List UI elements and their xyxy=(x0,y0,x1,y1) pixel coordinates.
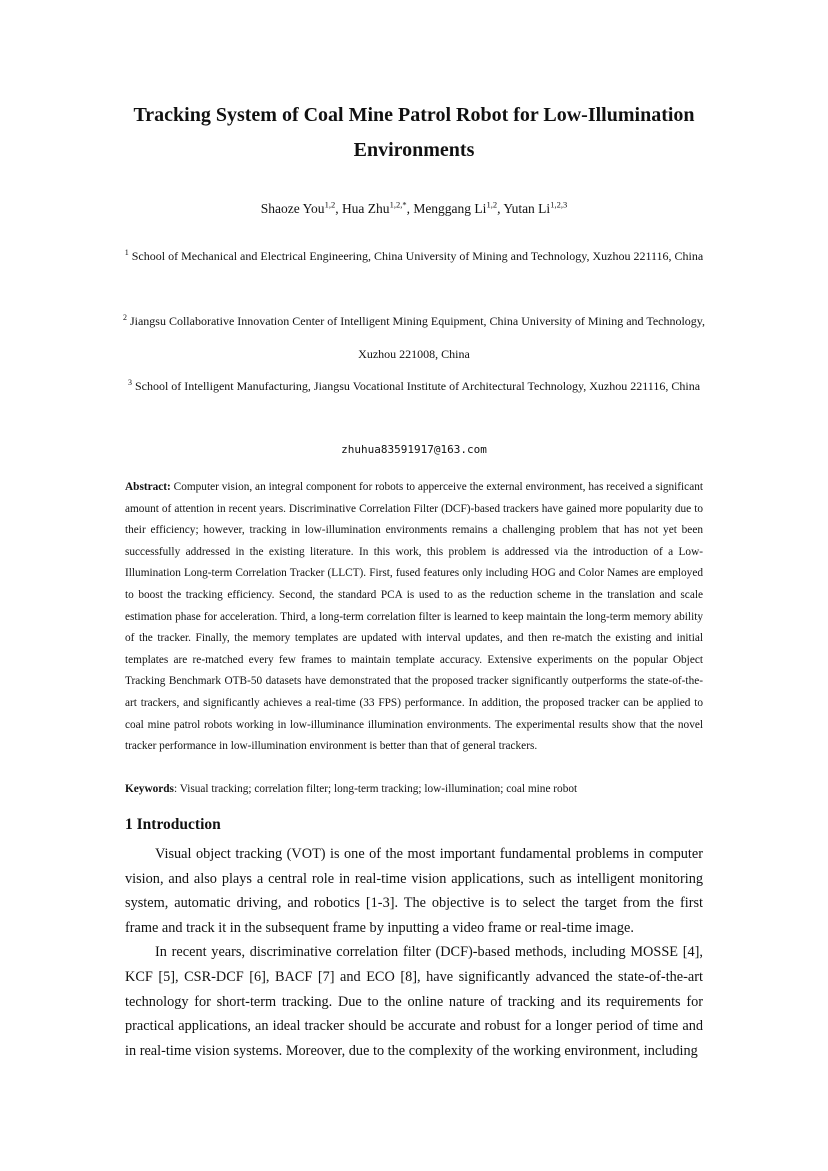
author-list xyxy=(100,199,728,219)
author-affiliation-marker: 1,2 xyxy=(324,199,336,210)
author-name: Menggang Li xyxy=(413,201,487,216)
affiliation-text: School of Mechanical and Electrical Engineering, China University of Mining and Technology, Xuzhou 221116, China xyxy=(128,249,704,263)
body-paragraph: Visual object tracking (VOT) is one of the most important fundamental problems in computer vision, and also plays a central role in real-time vision applications, such as intelligent monitoring system, automatic driving, and robotics [1-3]. The objective is to select the target from the first frame and track it in the subsequent frame by inputting a video frame or real-time image. xyxy=(125,846,703,936)
affiliation xyxy=(115,305,713,370)
author-separator: , xyxy=(497,201,504,216)
keywords-label: Keywords xyxy=(125,783,174,795)
corresponding-email: zhuhua83591917@163.com xyxy=(341,443,487,456)
body-paragraph: In recent years, discriminative correlation filter (DCF)-based methods, including MOSSE [4], KCF [5], CSR-DCF [6], BACF [7] and ECO [8], have significantly advanced the state-of-the-art technology for short-term tracking. Due to the online nature of tracking and its requirements for practical applications, an ideal tracker should be accurate and robust for a longer period of time and in real-time vision systems. Moreover, due to the complexity of the working environment, including xyxy=(125,944,703,1059)
section-body xyxy=(125,842,703,1063)
author-name: Hua Zhu xyxy=(341,201,390,216)
author-affiliation-marker: 1,2,3 xyxy=(550,199,568,210)
author-name: Yutan Li xyxy=(503,201,551,216)
author-affiliation-marker: 1,2 xyxy=(486,199,498,210)
affiliation-text: School of Intelligent Manufacturing, Jiangsu Vocational Institute of Architectural Technology, Xuzhou 221116, China xyxy=(131,379,701,393)
keywords xyxy=(125,779,703,801)
author-name: Shaoze You xyxy=(260,201,325,216)
abstract-label: Abstract: xyxy=(125,481,171,493)
author-separator: , xyxy=(335,201,342,216)
section-heading: 1 Introduction xyxy=(125,816,221,833)
affiliation xyxy=(115,370,713,403)
affiliation-number: 1 xyxy=(124,248,129,257)
abstract-text: Computer vision, an integral component for robots to apperceive the external environment, has received a significant amount of attention in recent years. Discriminative Correlation Filter (DCF)-based trackers have gained more popularity due to their efficiency; however, tracking in low-illumination environments remains a challenging problem that has not yet been successfully addressed in the existing literature. In this work, this problem is addressed via the introduction of a Low-Illumination Long-term Correlation Tracker (LLCT). First, fused features only including HOG and Color Names are employed to boost the tracking efficiency. Second, the standard PCA is used to as the reduction scheme in the translation and scale estimation phase for acceleration. Third, a long-term correlation filter is learned to keep maintain the long-term memory ability of the tracker. Finally, the memory templates are updated with interval updates, and then re-match the existing and initial templates are re-matched every few frames to maintain template accuracy. Extensive experiments on the popular Object Tracking Benchmark OTB-50 datasets have demonstrated that the proposed tracker significantly outperforms the state-of-the-art trackers, and significantly achieves a real-time (33 FPS) performance. In addition, the proposed tracker can be applied to coal mine patrol robots working in low-illuminance illumination environments. The experimental results show that the novel tracker performance in low-illumination environment is better than that of general trackers. xyxy=(125,481,703,753)
affiliation xyxy=(115,240,713,273)
keywords-text: : Visual tracking; correlation filter; long-term tracking; low-illumination; coal mine robot xyxy=(173,783,578,795)
author-affiliation-marker: 1,2,* xyxy=(389,199,407,210)
affiliation-number: 2 xyxy=(122,313,127,322)
paper-title: Tracking System of Coal Mine Patrol Robot for Low-Illumination Environments xyxy=(133,104,695,161)
abstract xyxy=(125,477,703,758)
affiliation-number: 3 xyxy=(127,378,132,387)
author-separator: , xyxy=(406,201,414,216)
affiliation-text: Jiangsu Collaborative Innovation Center of Intelligent Mining Equipment, China University of Mining and Technology, Xuzhou 221008, China xyxy=(126,314,706,361)
